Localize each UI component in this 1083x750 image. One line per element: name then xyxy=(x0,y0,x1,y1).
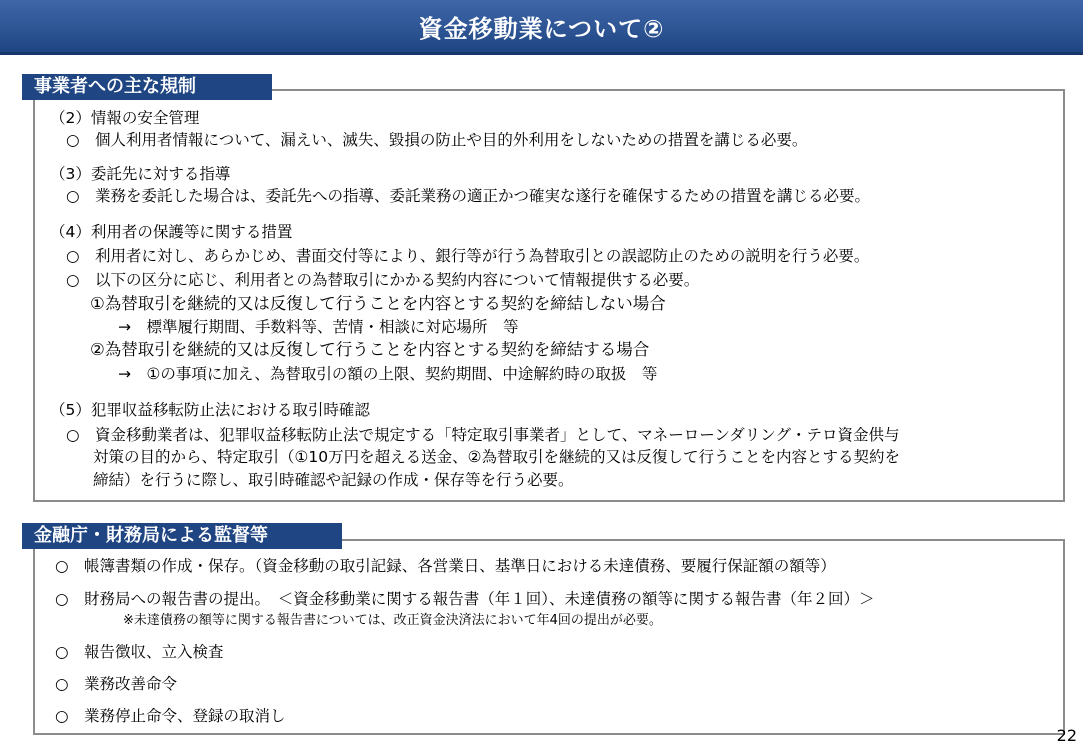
item-info-security: ○ 個人利用者情報について、漏えい、滅失、毀損の防止や目的外利用をしないための措置を講じる必要。 xyxy=(66,131,808,149)
item-user-protection-case-2-detail: → ①の事項に加え、為替取引の額の上限、契約期間、中途解約時の取扱 等 xyxy=(118,365,658,383)
item-outsourcing: ○ 業務を委託した場合は、委託先への指導、委託業務の適正かつ確実な遂行を確保するための措置を講じる必要。 xyxy=(66,187,871,205)
item-user-protection-case-2: ②為替取引を継続的又は反復して行うことを内容とする契約を締結する場合 xyxy=(90,340,650,359)
page-title: 資金移動業について② xyxy=(418,14,665,43)
item-books: ○ 帳簿書類の作成・保存。（資金移動の取引記録、各営業日、基準日における未達債務、要履行保証額の額等） xyxy=(55,557,836,575)
item-suspension-order: ○ 業務停止命令、登録の取消し xyxy=(55,707,286,725)
section-label-regulations: 事業者への主な規制 xyxy=(22,74,272,100)
heading-info-security: （2）情報の安全管理 xyxy=(50,109,200,127)
item-aml-1: ○ 資金移動業者は、犯罪収益移転防止法で規定する「特定取引事業者」として、マネーローンダリング・テロ資金供与 xyxy=(66,426,900,444)
heading-user-protection: （4）利用者の保護等に関する措置 xyxy=(50,223,293,241)
page-number: 22 xyxy=(1056,726,1077,745)
item-user-protection-case-1-detail: → 標準履行期間、手数料等、苦情・相談に対応場所 等 xyxy=(118,318,519,336)
item-inspection: ○ 報告徴収、立入検査 xyxy=(55,643,224,661)
item-user-protection-2: ○ 以下の区分に応じ、利用者との為替取引にかかる契約内容について情報提供する必要。 xyxy=(66,271,700,289)
item-aml-3: 締結）を行うに際し、取引時確認や記録の作成・保存等を行う必要。 xyxy=(93,471,574,489)
item-improvement-order: ○ 業務改善命令 xyxy=(55,675,178,693)
item-reports: ○ 財務局への報告書の提出。 ＜資金移動業に関する報告書（年１回）、未達債務の額等に関する報告書（年２回）＞ xyxy=(55,590,875,608)
item-user-protection-case-1: ①為替取引を継続的又は反復して行うことを内容とする契約を締結しない場合 xyxy=(90,294,666,313)
title-bar xyxy=(0,0,1083,55)
section-label-supervision: 金融庁・財務局による監督等 xyxy=(22,523,342,549)
heading-outsourcing: （3）委託先に対する指導 xyxy=(50,165,231,183)
item-reports-note: ※未達債務の額等に関する報告書については、改正資金決済法において年4回の提出が必要。 xyxy=(123,613,662,628)
item-aml-2: 対策の目的から、特定取引（①10万円を超える送金、②為替取引を継続的又は反復して行うことを内容とする契約を xyxy=(93,448,901,466)
item-user-protection-1: ○ 利用者に対し、あらかじめ、書面交付等により、銀行等が行う為替取引との誤認防止のための説明を行う必要。 xyxy=(66,247,870,265)
heading-aml: （5）犯罪収益移転防止法における取引時確認 xyxy=(50,401,370,419)
